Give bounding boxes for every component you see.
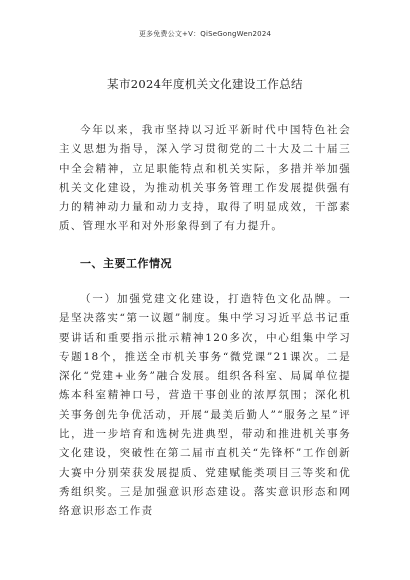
section-heading: 一、主要工作情况 <box>80 257 172 270</box>
header-note: 更多免费公文+V：QiSeGongWen2024 <box>138 30 272 38</box>
intro-paragraph: 今年以来，我市坚持以习近平新时代中国特色社会主义思想为指导，深入学习贯彻党的二十大及二十届三中全会精神，立足职能特点和机关实际，多措并举加强机关文化建设，为推动机关事务管理工作发展提供强有力的精神动力量和动力支持，取得了明显成效，干部素质、管理水平和对外形象得到了有力提升。 <box>59 124 351 233</box>
document-title: 某市2024年度机关文化建设工作总结 <box>107 77 303 91</box>
body-paragraph: （一）加强党建文化建设，打造特色文化品牌。一是坚决落实“第一议题”制度。集中学习习近平总书记重要讲话和重要指示批示精神120多次，中心组集中学习专题18个，推送全市机关事务“微党课”21课次。二是深化“党建+业务”融合发展。组织各科室、局属单位提炼本科室精神口号，营造干事创业的浓厚氛围；深化机关事务创先争优活动，开展“最美后勤人”“服务之星”评比，进一步培育和选树先进典型，带动和推进机关事务文化建设，突破性在第二届市直机关“先锋杯”工作创新大赛中分别荣获发展提质、党建赋能类项目三等奖和优秀组织奖。三是加强意识形态建设。落实意识形态和网络意识形态工作责 <box>59 293 351 518</box>
